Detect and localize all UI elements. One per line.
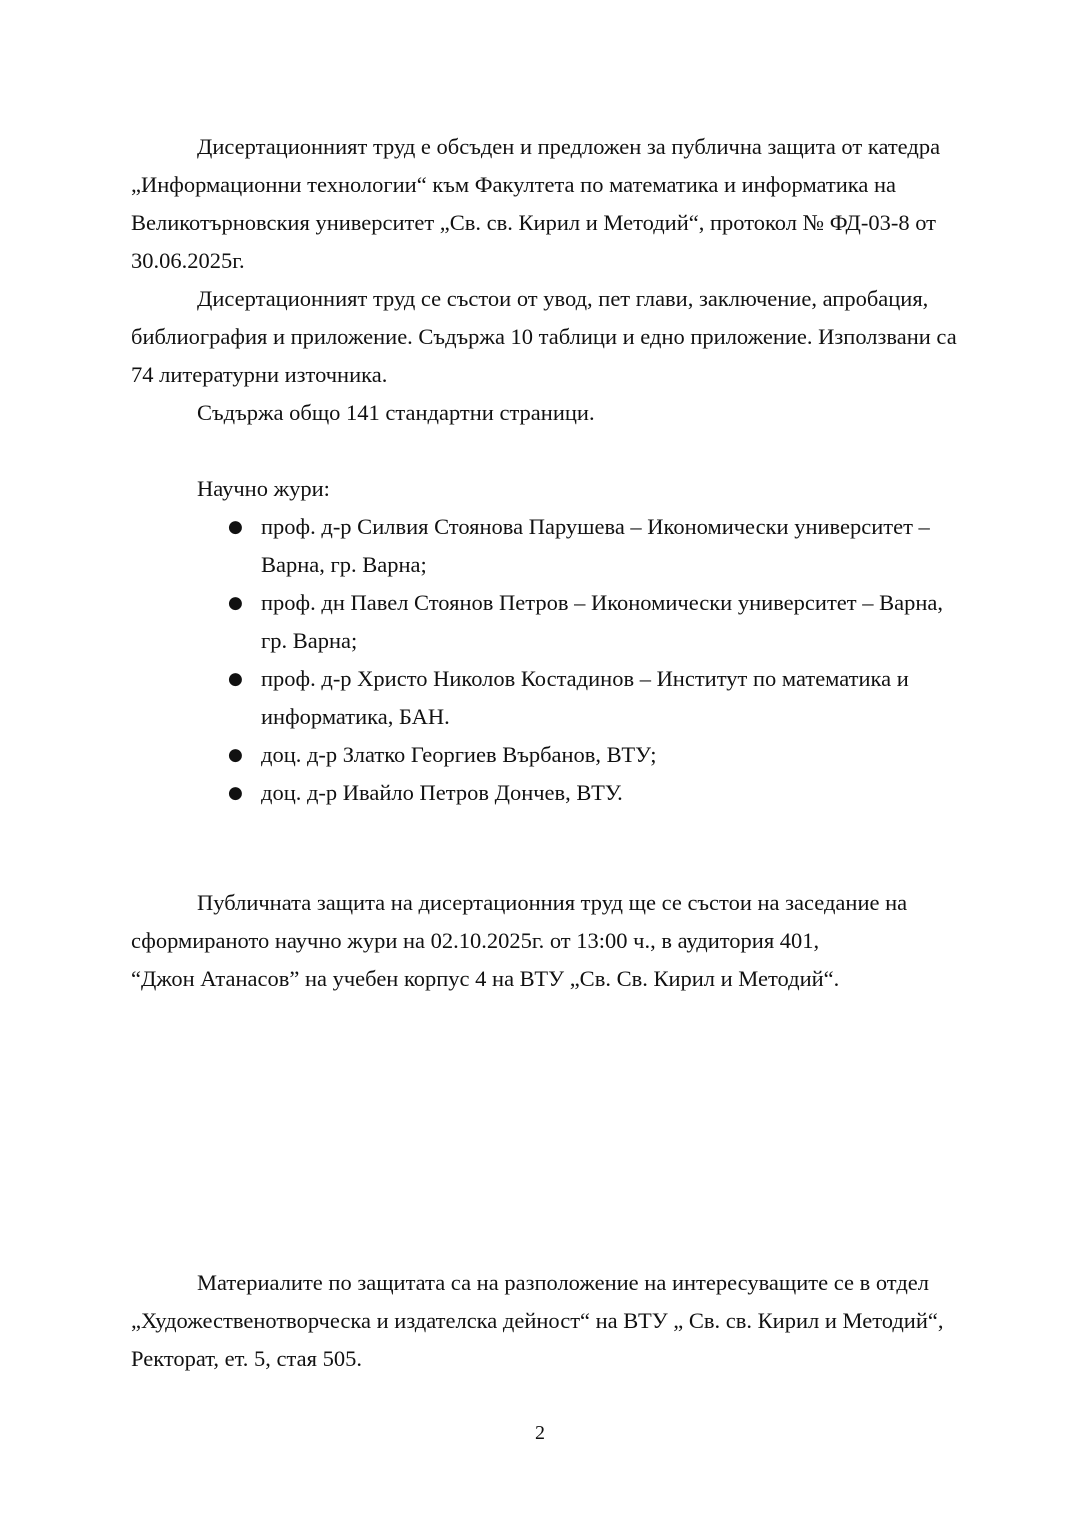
- bullet-icon: ●: [228, 517, 243, 537]
- jury-list-item: [131, 584, 961, 660]
- defense-section: [131, 884, 961, 998]
- defense-paragraph-date: Публичната защита на дисертационния труд ще се състои на заседание на сформираното научно жури на 02.10.2025г. от 13:00 ч., в аудитория 401,: [131, 890, 908, 953]
- jury-member-text: проф. д-р Христо Николов Костадинов – Институт по математика и информатика, БАН.: [261, 666, 909, 729]
- defense-paragraph-venue: “Джон Атанасов” на учебен корпус 4 на ВТУ „Св. Св. Кирил и Методий“.: [131, 966, 840, 991]
- jury-heading: Научно жури:: [197, 476, 330, 501]
- intro-paragraph-page-count: Съдържа общо 141 стандартни страници.: [197, 400, 595, 425]
- jury-member-text: проф. д-р Силвия Стоянова Парушева – Икономически университет –Варна, гр. Варна;: [261, 514, 930, 577]
- jury-section: [131, 470, 961, 812]
- materials-section: [131, 1264, 961, 1378]
- jury-list-item: [131, 660, 961, 736]
- jury-list-item: [131, 736, 961, 774]
- jury-member-text: доц. д-р Ивайло Петров Дончев, ВТУ.: [261, 780, 623, 805]
- bullet-icon: ●: [228, 593, 243, 613]
- jury-member-text: доц. д-р Златко Георгиев Върбанов, ВТУ;: [261, 742, 657, 767]
- jury-list-item: [131, 774, 961, 812]
- jury-list-item: [131, 508, 961, 584]
- page-number: 2: [535, 1422, 545, 1444]
- intro-section: [131, 128, 961, 432]
- intro-paragraph-approval: Дисертационният труд е обсъден и предложен за публична защита от катедра „Информационни технологии“ към Факултета по математика и информатика на Великотърновския университет „Св. св. Кирил и Методий“, протокол № ФД-03-8 от 30.06.2025г.: [131, 134, 941, 273]
- jury-list: [131, 508, 961, 812]
- bullet-icon: ●: [228, 669, 243, 689]
- bullet-icon: ●: [228, 783, 243, 803]
- jury-member-text: проф. дн Павел Стоянов Петров – Икономически университет – Варна, гр. Варна;: [261, 590, 943, 653]
- bullet-icon: ●: [228, 745, 243, 765]
- intro-paragraph-structure: Дисертационният труд се състои от увод, пет глави, заключение, апробация, библиография и приложение. Съдържа 10 таблици и едно приложение. Използвани са 74 литературни източника.: [131, 286, 957, 387]
- materials-paragraph: Материалите по защитата са на разположение на интересуващите се в отдел „Художественотворческа и издателска дейност“ на ВТУ „ Св. св. Кирил и Методий“, Ректорат, ет. 5, стая 505.: [131, 1270, 944, 1371]
